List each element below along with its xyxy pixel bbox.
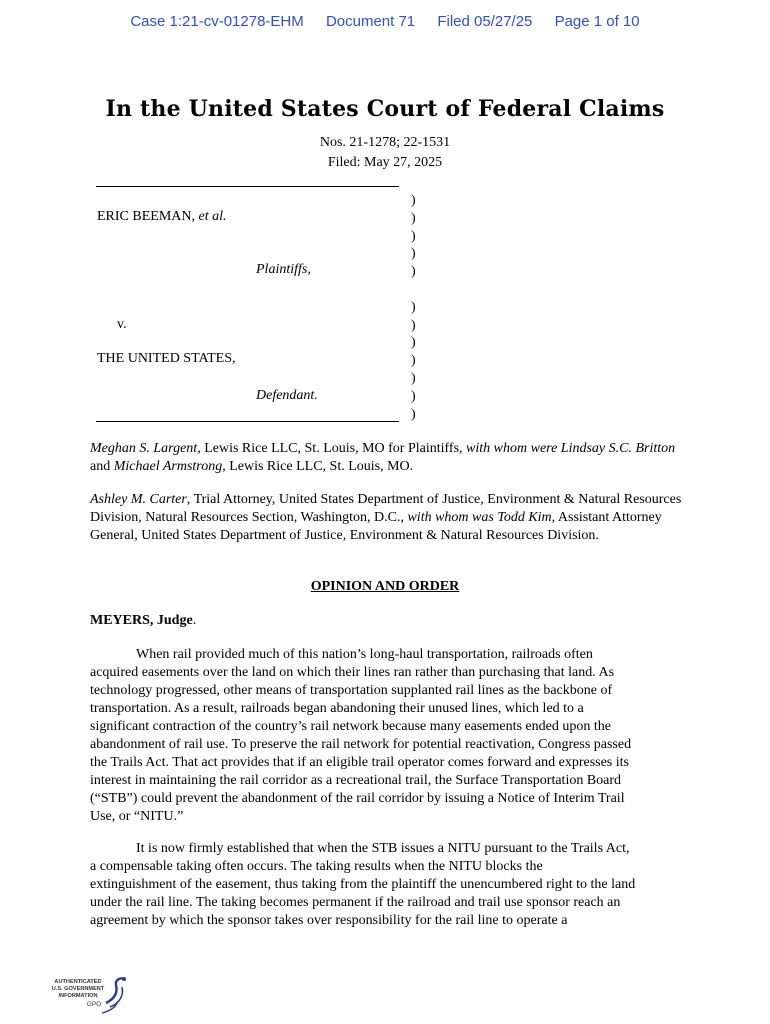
paragraph-line: a compensable taking often occurs. The taking results when the NITU blocks the	[90, 859, 543, 874]
defendant-role: Defendant.	[256, 388, 318, 403]
plaintiff-role: Plaintiffs,	[256, 262, 311, 277]
ecf-header	[0, 13, 770, 30]
caption-top-rule	[96, 186, 399, 187]
paragraph-line: the Trails Act. That act provides that if an eligible trail operator comes forward and expresses its	[90, 755, 629, 770]
caption-bottom-rule	[96, 421, 399, 422]
court-title: In the United States Court of Federal Claims	[105, 96, 665, 122]
paragraph-line: Use, or “NITU.”	[90, 809, 184, 824]
filed-date: Filed: May 27, 2025	[327, 155, 443, 170]
gpo-authentication-logo	[44, 973, 134, 1017]
paragraph-line: extinguishment of the easement, thus taking from the plaintiff the unencumbered right to the land	[90, 877, 636, 892]
defendant-counsel: Ashley M. Carter, Trial Attorney, United States Department of Justice, Environment & Natural Resources Division, Natural Resources Section, Washington, D.C., with whom was Todd Kim, Assistant Attorney General, United States Department of Justice, Environment & Natural Resources Division.	[90, 492, 682, 543]
document-number-header: Document 71	[325, 13, 416, 30]
page-number-header: Page 1 of 10	[554, 13, 640, 30]
paragraph-line: under the rail line. The taking becomes permanent if the railroad and trail use sponsor reach an	[90, 895, 621, 910]
paragraph-line: acquired easements over the land on which their lines ran rather than purchasing that land. As	[90, 665, 615, 680]
gpo-line-1: AUTHENTICATED	[54, 979, 102, 985]
gpo-line-3: INFORMATION	[58, 993, 98, 999]
judge-line: MEYERS, Judge.	[90, 613, 197, 628]
paragraph-line: abandonment of rail use. To preserve the rail network for potential reactivation, Congress passed	[90, 737, 632, 752]
paragraph-line: transportation. As a result, railroads began abandoning their unused lines, which led to a	[90, 701, 584, 716]
eagle-head-icon	[122, 977, 126, 981]
eagle-wing-icon	[106, 978, 124, 1003]
paragraph-2	[90, 840, 686, 930]
plaintiff-counsel: Meghan S. Largent, Lewis Rice LLC, St. Louis, MO for Plaintiffs, with whom were Lindsay S.C. Britton and Michael Armstrong, Lewis Rice LLC, St. Louis, MO.	[90, 441, 676, 474]
paragraph-line: interest in maintaining the rail corridor as a recreational trail, the Surface Transportation Board	[90, 773, 622, 788]
caption-bracket-column: ) ) ) ) ) ) ) ) ) ) ) )	[411, 193, 416, 422]
opinion-title: OPINION AND ORDER	[310, 579, 460, 594]
filed-date-header: Filed 05/27/25	[437, 13, 533, 30]
paragraph-line: (“STB”) could prevent the abandonment of the rail corridor by issuing a Notice of Interim Trail	[90, 791, 625, 806]
paragraph-line: agreement by which the sponsor takes over responsibility for the rail line to operate a	[90, 913, 568, 928]
gpo-mark: GPO	[86, 1001, 102, 1008]
plaintiff-name: ERIC BEEMAN, et al.	[97, 209, 227, 224]
defendant-name: THE UNITED STATES,	[97, 351, 236, 366]
case-number-header: Case 1:21-cv-01278-EHM	[130, 13, 304, 30]
gpo-line-2: U.S. GOVERNMENT	[51, 986, 105, 992]
paragraph-line: It is now firmly established that when the STB issues a NITU pursuant to the Trails Act,	[136, 841, 630, 856]
paragraph-1	[90, 646, 686, 826]
case-numbers: Nos. 21-1278; 22-1531	[319, 135, 451, 150]
paragraph-line: When rail provided much of this nation’s long-haul transportation, railroads often	[136, 647, 593, 662]
versus: v.	[117, 317, 127, 332]
paragraph-line: significant contraction of the country’s rail network because many easements ended upon the	[90, 719, 611, 734]
paragraph-line: technology progressed, other means of transportation supplanted rail lines as the backbone of	[90, 683, 613, 698]
